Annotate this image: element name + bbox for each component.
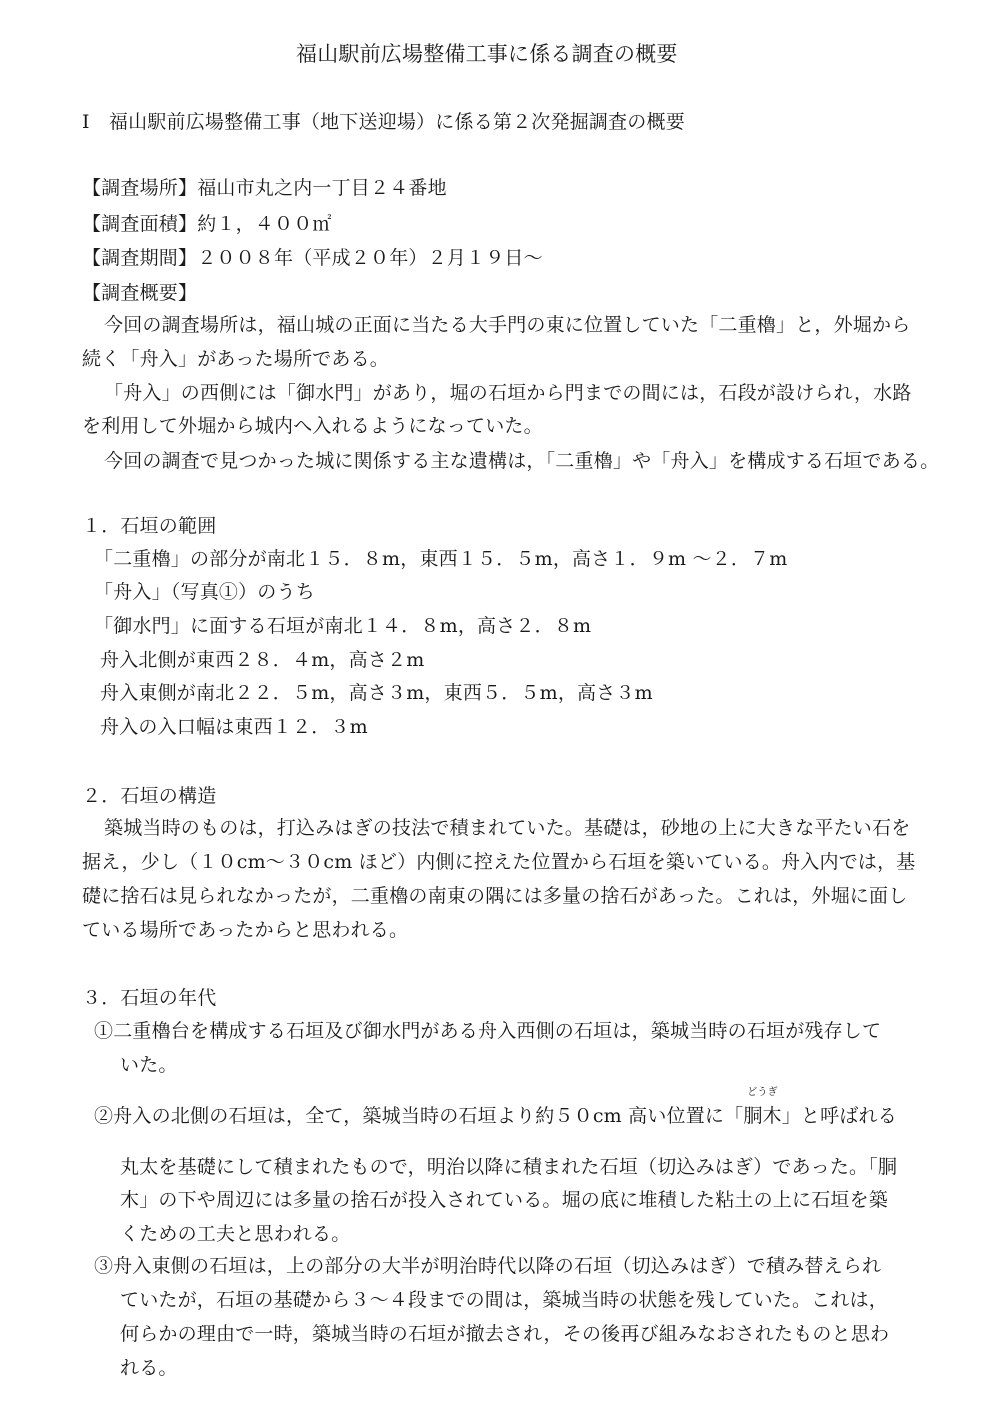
section-2-heading: ２．石垣の構造 — [82, 785, 217, 807]
section-1-heading: １．石垣の範囲 — [82, 515, 217, 537]
summary-line: を利用して外堀から城内へ入れるようになっていた。 — [82, 415, 543, 437]
section-3-item-1-line: いた。 — [120, 1054, 178, 1076]
summary-line: 続く「舟入」があった場所である。 — [82, 348, 390, 370]
section-1-line: 舟入東側が南北２２．５m，高さ３m，東西５．５m，高さ３m — [100, 682, 653, 704]
summary-line: 今回の調査場所は，福山城の正面に当たる大手門の東に位置していた「二重櫓」と，外堀から — [104, 314, 911, 336]
section-2-line: 礎に捨石は見られなかったが，二重櫓の南東の隅には多量の捨石があった。これは，外堀に面し — [82, 885, 908, 907]
section-3-item-2-line: 木」の下や周辺には多量の捨石が投入されている。堀の底に堆積した粘土の上に石垣を築 — [120, 1189, 889, 1211]
section-1-line: 「舟入」（写真①）のうち — [94, 581, 315, 603]
section-3-item-2-line: くための工夫と思われる。 — [120, 1223, 351, 1245]
section-3-item-3-line: ③舟入東側の石垣は，上の部分の大半が明治時代以降の石垣（切込みはぎ）で積み替えられ — [94, 1255, 882, 1277]
survey-location: 【調査場所】福山市丸之内一丁目２４番地 — [82, 177, 447, 199]
survey-period: 【調査期間】２００８年（平成２０年）２月１９日～ — [82, 247, 543, 269]
section-2-line: 据え，少し（１０cm～３０cm ほど）内側に控えた位置から石垣を築いている。舟入内では，基 — [82, 851, 916, 873]
section-3-item-2-line: 丸太を基礎にして積まれたもので，明治以降に積まれた石垣（切込みはぎ）であった。「胴 — [120, 1156, 898, 1178]
survey-summary-label: 【調査概要】 — [82, 282, 198, 304]
item-2-text-before: ②舟入の北側の石垣は，全て，築城当時の石垣より約５０cm 高い位置に「 — [94, 1105, 744, 1127]
document-title: 福山駅前広場整備工事に係る調査の概要 — [296, 42, 678, 66]
section-1-line: 舟入北側が東西２８．４m，高さ２m — [100, 649, 425, 671]
survey-area: 【調査面積】約１，４００㎡ — [82, 213, 332, 235]
section-heading: Ⅰ 福山駅前広場整備工事（地下送迎場）に係る第２次発掘調査の概要 — [82, 111, 685, 133]
summary-line: 「舟入」の西側には「御水門」があり，堀の石垣から門までの間には，石段が設けられ，水路 — [104, 382, 912, 404]
dougi-base: 胴木 — [743, 1105, 782, 1127]
section-2-line: ている場所であったからと思われる。 — [82, 919, 409, 941]
section-3-item-3-line: れる。 — [120, 1357, 178, 1379]
item-2-text-after: 」と呼ばれる — [781, 1105, 897, 1127]
section-3-item-2-first-line — [94, 1087, 897, 1128]
section-1-line: 「御水門」に面する石垣が南北１４．８m，高さ２．８m — [94, 615, 592, 637]
section-1-line: 「二重櫓」の部分が南北１５．８m，東西１５．５m，高さ１．９m ～２．７m — [94, 548, 788, 570]
section-3-item-3-line: ていたが，石垣の基礎から３～４段までの間は，築城当時の状態を残していた。これは， — [120, 1289, 889, 1311]
section-1-line: 舟入の入口幅は東西１２．３m — [100, 716, 368, 738]
section-3-item-1-line: ①二重櫓台を構成する石垣及び御水門がある舟入西側の石垣は，築城当時の石垣が残存して — [94, 1020, 882, 1042]
dougi-ruby: どうぎ — [747, 1087, 778, 1098]
section-3-item-3-line: 何らかの理由で一時，築城当時の石垣が撤去され，その後再び組みなおされたものと思わ — [120, 1323, 890, 1345]
section-2-line: 築城当時のものは，打込みはぎの技法で積まれていた。基礎は，砂地の上に大きな平たい石を — [104, 817, 911, 839]
section-3-heading: ３．石垣の年代 — [82, 987, 217, 1009]
dougi-term — [743, 1087, 782, 1128]
summary-line: 今回の調査で見つかった城に関係する主な遺構は，「二重櫓」や「舟入」を構成する石垣である。 — [104, 450, 940, 472]
